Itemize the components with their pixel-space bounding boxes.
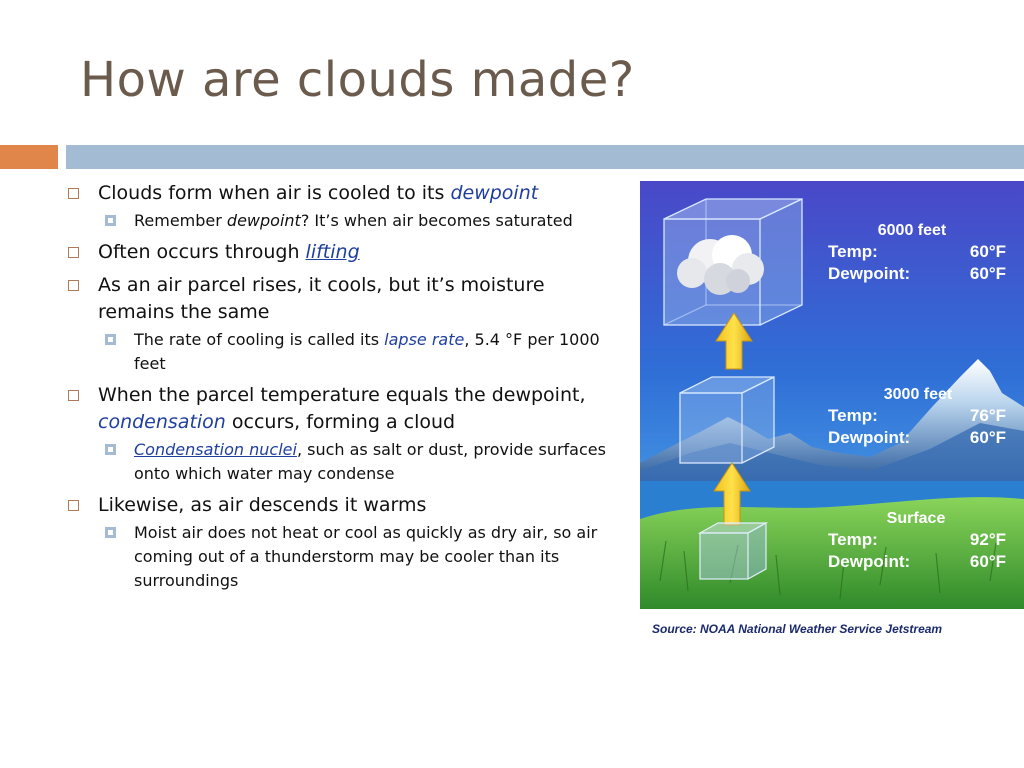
- cube-3000-feet: [680, 377, 774, 463]
- figure-source-caption: Source: NOAA National Weather Service Jetstream: [652, 622, 943, 636]
- bullet-square-icon: [68, 500, 79, 511]
- bullet-condensation: When the parcel temperature equals the dewpoint, condensation occurs, forming a cloud: [62, 382, 627, 436]
- bullet-square-icon: [68, 280, 79, 291]
- bullet-square-icon: [68, 188, 79, 199]
- sub-bullet-square-icon: [105, 215, 116, 226]
- sub-bullet-condensation-nuclei: Condensation nuclei, such as salt or dust, provide surfaces onto which water may condense: [62, 438, 627, 486]
- svg-text:92°F: 92°F: [969, 530, 1006, 549]
- cloud-formation-diagram: [640, 181, 1024, 609]
- term-condensation: condensation: [98, 411, 226, 433]
- term-lapse-rate: lapse rate: [384, 330, 465, 349]
- bullet-square-icon: [68, 390, 79, 401]
- svg-text:60°F: 60°F: [969, 428, 1006, 447]
- header-accent-bar-orange: [0, 145, 58, 169]
- svg-text:Dewpoint:: Dewpoint:: [828, 264, 911, 283]
- bullet-air-parcel: As an air parcel rises, it cools, but it’s moisture remains the same: [62, 272, 627, 326]
- bullet-lifting: Often occurs through lifting: [62, 239, 627, 266]
- sub-bullet-dewpoint: Remember dewpoint? It’s when air becomes saturated: [62, 209, 627, 233]
- sub-bullet-lapse-rate: The rate of cooling is called its lapse rate, 5.4 °F per 1000 feet: [62, 328, 627, 376]
- cube-surface: [700, 523, 766, 579]
- condensation-nuclei-link[interactable]: Condensation nuclei: [134, 440, 297, 459]
- svg-text:60°F: 60°F: [969, 242, 1006, 261]
- sub-bullet-square-icon: [105, 527, 116, 538]
- svg-text:76°F: 76°F: [969, 406, 1006, 425]
- cube-6000-feet: [664, 199, 802, 325]
- svg-text:Temp:: Temp:: [828, 406, 878, 425]
- svg-text:60°F: 60°F: [969, 552, 1006, 571]
- sub-bullet-square-icon: [105, 444, 116, 455]
- bullet-list: [62, 180, 627, 595]
- header-accent-bar-blue: [66, 145, 1024, 169]
- sub-bullet-moist-air: Moist air does not heat or cool as quickly as dry air, so air coming out of a thunderstorm may be cooler than its surroundings: [62, 521, 627, 593]
- term-dewpoint: dewpoint: [450, 182, 539, 204]
- lifting-link[interactable]: lifting: [305, 241, 360, 263]
- slide-title: How are clouds made?: [80, 52, 635, 108]
- bullet-dewpoint: Clouds form when air is cooled to its dewpoint: [62, 180, 627, 207]
- svg-text:60°F: 60°F: [969, 264, 1006, 283]
- svg-text:Temp:: Temp:: [828, 242, 878, 261]
- bullet-descending-air: Likewise, as air descends it warms: [62, 492, 627, 519]
- svg-text:Dewpoint:: Dewpoint:: [828, 428, 911, 447]
- svg-text:Temp:: Temp:: [828, 530, 878, 549]
- svg-text:Dewpoint:: Dewpoint:: [828, 552, 911, 571]
- sub-bullet-square-icon: [105, 334, 116, 345]
- svg-text:6000 feet: 6000 feet: [877, 222, 947, 239]
- bullet-square-icon: [68, 247, 79, 258]
- svg-text:Surface: Surface: [886, 510, 946, 527]
- svg-text:3000 feet: 3000 feet: [883, 386, 953, 403]
